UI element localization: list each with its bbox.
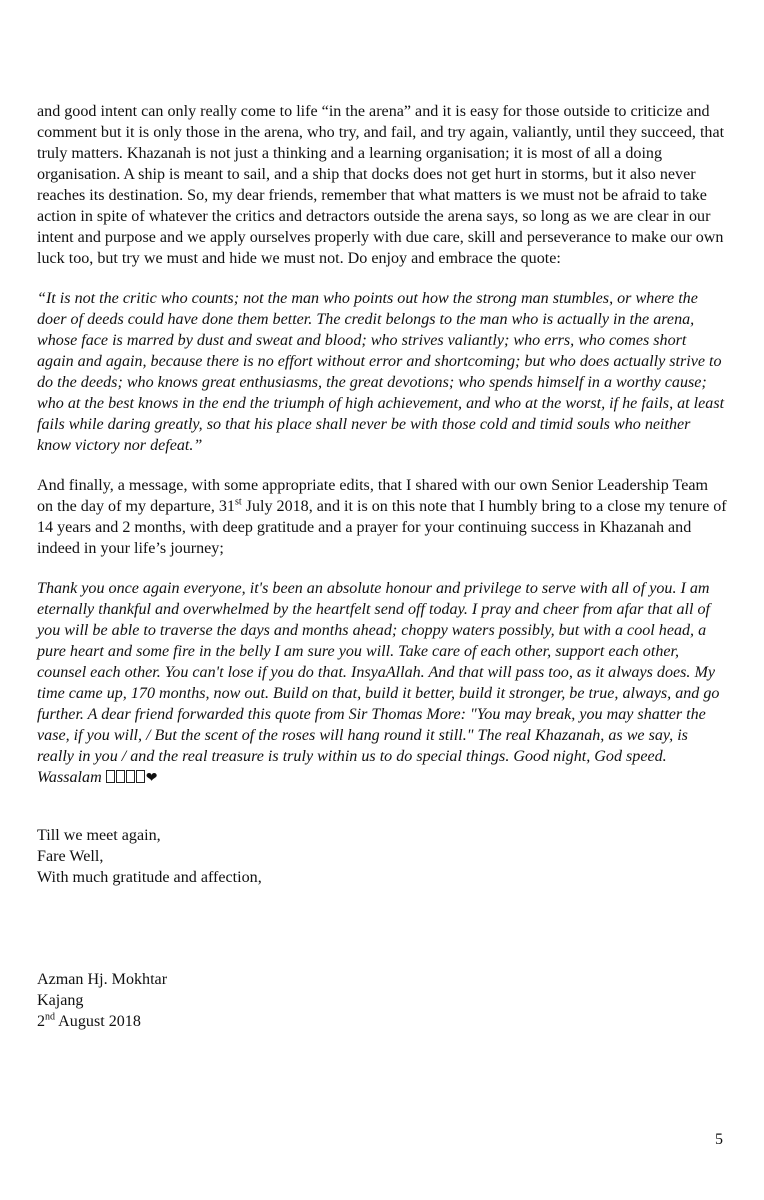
signature-date-rest: August 2018 bbox=[55, 1013, 141, 1030]
paragraph-farewell-intro bbox=[37, 475, 727, 559]
farewell-message bbox=[37, 578, 727, 789]
signature-date-suffix: nd bbox=[45, 1011, 56, 1023]
closing-lines bbox=[37, 825, 727, 888]
missing-glyph-icon bbox=[136, 770, 145, 783]
missing-glyph-icon bbox=[106, 770, 115, 783]
signature-block bbox=[37, 969, 727, 1032]
paragraph-farewell-intro-text: And finally, a message, with some appropriate edits, that I shared with our own Senior Leadership Team on the day of my departure, 31 bbox=[37, 477, 709, 515]
closing-line: Till we meet again, bbox=[37, 827, 161, 844]
missing-glyph-icons bbox=[106, 769, 146, 786]
signature-date bbox=[37, 1011, 727, 1032]
signature-date-day: 2 bbox=[37, 1013, 46, 1030]
signature-name: Azman Hj. Mokhtar bbox=[37, 971, 168, 988]
paragraph-arena: and good intent can only really come to life “in the arena” and it is easy for those outside to criticize and comment but it is only those in the arena, who try, and fail, and try again, valiantly, until they succeed, that truly matters. Khazanah is not just a thinking and a learning organisation; it is most of all a doing organisation. A ship is meant to sail, and a ship that docks does not get hurt in storms, but it also never reaches its destination. So, my dear friends, remember that what matters is we must not be afraid to take action in spite of whatever the critics and detractors outside the arena says, so long as we are clear in our intent and purpose and we apply ourselves properly with due care, skill and perseverance to make our own luck too, but try we must and hide we must not. Do enjoy and embrace the quote: bbox=[37, 103, 725, 267]
roosevelt-quote: “It is not the critic who counts; not the man who points out how the strong man stumbles, or where the doer of deeds could have done them better. The credit belongs to the man who is actually in the arena, whose face is marred by dust and sweat and blood; who strives valiantly; who errs, who comes short again and again, because there is no effort without error and shortcoming; but who does actually strive to do the deeds; who knows great enthusiasms, the great devotions; who spends himself in a worthy cause; who at the best knows in the end the triumph of high achievement, and who at the worst, if he fails, at least fails while daring greatly, so that his place shall never be with those cold and timid souls who neither know victory nor defeat.” bbox=[37, 290, 725, 454]
closing-line: With much gratitude and affection, bbox=[37, 869, 262, 886]
paragraph-farewell-intro-continued: July 2018, and it is on this note that I humbly bring to a close my tenure of 14 years and 2 months, with deep gratitude and a prayer for your continuing success in Khazanah and indeed in your life’s journey; bbox=[37, 498, 727, 557]
page-number: 5 bbox=[715, 1131, 723, 1148]
farewell-message-text: Thank you once again everyone, it's been an absolute honour and privilege to serve with all of you. I am eternally thankful and overwhelmed by the heartfelt send off today. I pray and cheer from afar that all of you will be able to traverse the days and months ahead; choppy waters possibly, but with a cool head, a pure heart and some fire in the belly I am sure you will. Take care of each other, support each other, counsel each other. You can't lose if you do that. InsyaAllah. And that will pass too, as it always does. My time came up, 170 months, now out. Build on that, build it better, build it stronger, be true, always, and go further. A dear friend forwarded this quote from Sir Thomas More: "You may break, you may shatter the vase, if you will, / But the scent of the roses will hang round it still." The real Khazanah, as we say, is really in you / and the real treasure is truly within us to do special things. Good night, God speed. Wassalam bbox=[37, 580, 720, 786]
heart-icon: ❤ bbox=[145, 771, 158, 786]
date-ordinal-suffix: st bbox=[234, 496, 242, 508]
closing-line: Fare Well, bbox=[37, 848, 104, 865]
missing-glyph-icon bbox=[116, 770, 125, 783]
signature-place: Kajang bbox=[37, 992, 84, 1009]
letter-body bbox=[37, 101, 727, 1032]
missing-glyph-icon bbox=[126, 770, 135, 783]
